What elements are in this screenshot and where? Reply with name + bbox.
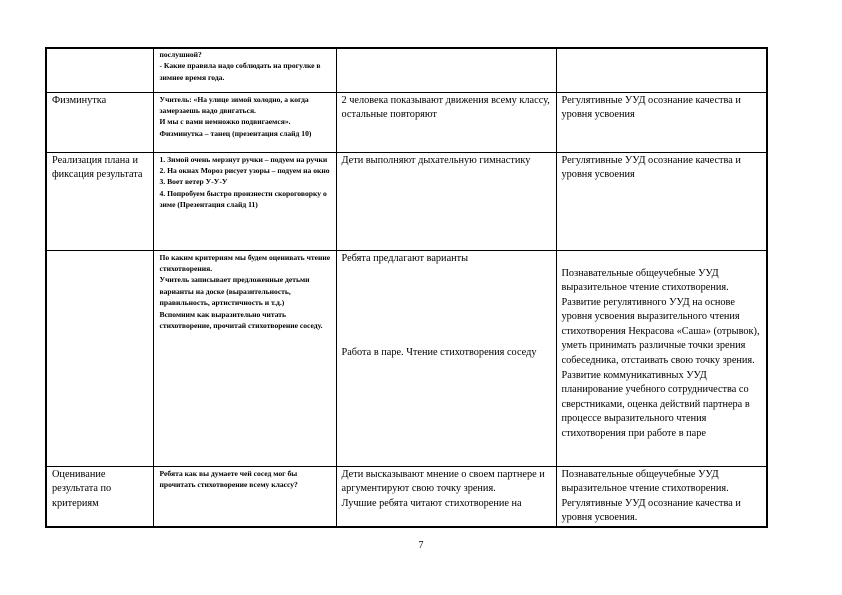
stage-cell: Физминутка bbox=[46, 92, 153, 152]
teacher-activity-cell: Учитель: «На улице зимой холодно, а когда замерзаешь надо двигаться. И мы с вами немножко подвигаемся». Физминутка – танец (презентация слайд 10) bbox=[153, 92, 336, 152]
table-row bbox=[46, 250, 767, 466]
table-row bbox=[46, 466, 767, 527]
student-activity-cell: Дети выполняют дыхательную гимнастику bbox=[336, 152, 556, 250]
table-row bbox=[46, 48, 767, 92]
uud-cell: Регулятивные УУД осознание качества и уровня усвоения bbox=[556, 92, 767, 152]
student-activity-cell bbox=[336, 250, 556, 466]
stage-cell bbox=[46, 250, 153, 466]
student-activity-text: Ребята предлагают варианты bbox=[341, 252, 469, 264]
stage-cell bbox=[46, 48, 153, 92]
lesson-plan-table bbox=[45, 47, 768, 528]
student-activity-cell: 2 человека показывают движения всему классу, остальные повторяют bbox=[336, 92, 556, 152]
student-activity-cell: Дети высказывают мнение о своем партнере и аргументируют свою точку зрения. Лучшие ребята читают стихотворение на bbox=[336, 466, 556, 527]
table-row bbox=[46, 152, 767, 250]
teacher-activity-cell: По каким критериям мы будем оценивать чтение стихотворения. Учитель записывает предложенные детьми варианты на доске (выразительность, правильность, артистичность и т.д.) Вспомним как выразительно читать стихотворение, прочитай стихотворение соседу. bbox=[153, 250, 336, 466]
teacher-activity-cell: Ребята как вы думаете чей сосед мог бы прочитать стихотворение всему классу? bbox=[153, 466, 336, 527]
stage-cell: Реализация плана и фиксация результата bbox=[46, 152, 153, 250]
table-row bbox=[46, 92, 767, 152]
student-activity-cell bbox=[336, 48, 556, 92]
uud-cell: Познавательные общеучебные УУД выразительное чтение стихотворения. Регулятивные УУД осознание качества и уровня усвоения. bbox=[556, 466, 767, 527]
teacher-activity-cell: послушной? - Какие правила надо соблюдать на прогулке в зимнее время года. bbox=[153, 48, 336, 92]
uud-cell: Регулятивные УУД осознание качества и уровня усвоения bbox=[556, 152, 767, 250]
teacher-activity-cell: 1. Зимой очень мерзнут ручки – подуем на ручки 2. На окнах Мороз рисует узоры – подуем на окно 3. Воет ветер У-У-У 4. Попробуем быстро произнести скороговорку о зиме (Презентация слайд 11) bbox=[153, 152, 336, 250]
stage-cell: Оценивание результата по критериям bbox=[46, 466, 153, 527]
uud-cell bbox=[556, 48, 767, 92]
page-number: 7 bbox=[418, 540, 424, 551]
uud-cell: Познавательные общеучебные УУД выразительное чтение стихотворения. Развитие регулятивного УУД на основе уровня усвоения выразительного чтения стихотворения Некрасова «Саша» (отрывок), уметь принимать различные точки зрения собеседника, отстаивать свою точку зрения. Развитие коммуникативных УУД планирование учебного сотрудничества со сверстниками, оценка действий партнера в процессе выразительного чтения стихотворения при работе в паре bbox=[556, 250, 767, 466]
student-activity-text-2: Работа в паре. Чтение стихотворения соседу bbox=[341, 347, 537, 359]
